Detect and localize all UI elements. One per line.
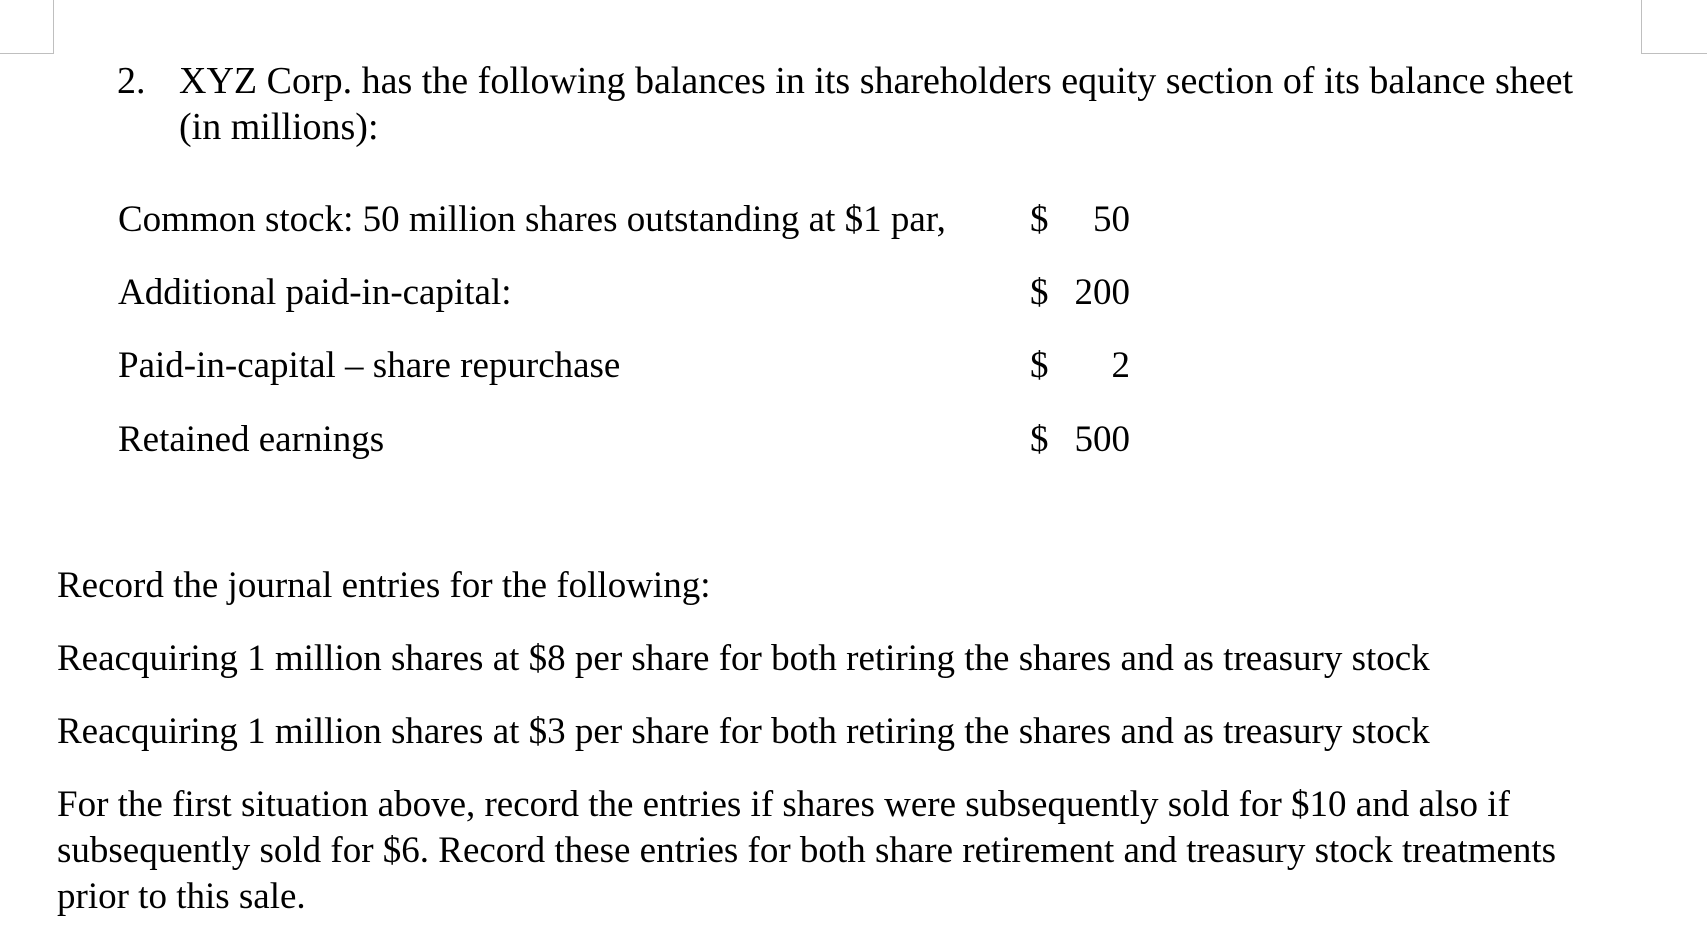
balance-amount [1030, 196, 1130, 244]
balance-row-paid-in-capital-share-repurchase [118, 342, 1130, 390]
balance-value: 500 [1074, 419, 1130, 460]
balance-value: 200 [1074, 272, 1130, 313]
crop-mark-top-left [0, 0, 54, 54]
balance-value: 50 [1093, 199, 1130, 240]
instruction-item-1: Reacquiring 1 million shares at $8 per share for both retiring the shares and as treasury stock [57, 638, 1430, 679]
instructions-intro: Record the journal entries for the following: [57, 565, 711, 606]
balance-amount [1030, 416, 1130, 464]
question-text: XYZ Corp. has the following balances in its shareholders equity section of its balance sheet (in millions): [179, 60, 1574, 148]
balance-amount [1030, 342, 1130, 390]
balance-row-common-stock [118, 196, 1130, 244]
balance-label: Paid-in-capital – share repurchase [118, 345, 621, 386]
question-heading [117, 58, 1597, 150]
balance-label: Common stock: 50 million shares outstanding at $1 par, [118, 199, 946, 240]
balance-label: Retained earnings [118, 419, 385, 460]
balance-value: 2 [1111, 345, 1130, 386]
currency-symbol: $ [1030, 419, 1049, 460]
instruction-item-2: Reacquiring 1 million shares at $3 per share for both retiring the shares and as treasury stock [57, 711, 1430, 752]
crop-mark-top-right [1641, 0, 1707, 54]
instruction-item-3: For the first situation above, record the entries if shares were subsequently sold for $10 and also if subsequently sold for $6. Record these entries for both share retirement and treasury stock treatments prior to this sale. [57, 784, 1557, 917]
balance-row-retained-earnings [118, 416, 1130, 464]
balance-row-additional-paid-in-capital [118, 269, 1130, 317]
currency-symbol: $ [1030, 272, 1049, 313]
balance-amount [1030, 269, 1130, 317]
currency-symbol: $ [1030, 345, 1049, 386]
currency-symbol: $ [1030, 199, 1049, 240]
question-number: 2. [117, 60, 146, 102]
balance-label: Additional paid-in-capital: [118, 272, 512, 313]
